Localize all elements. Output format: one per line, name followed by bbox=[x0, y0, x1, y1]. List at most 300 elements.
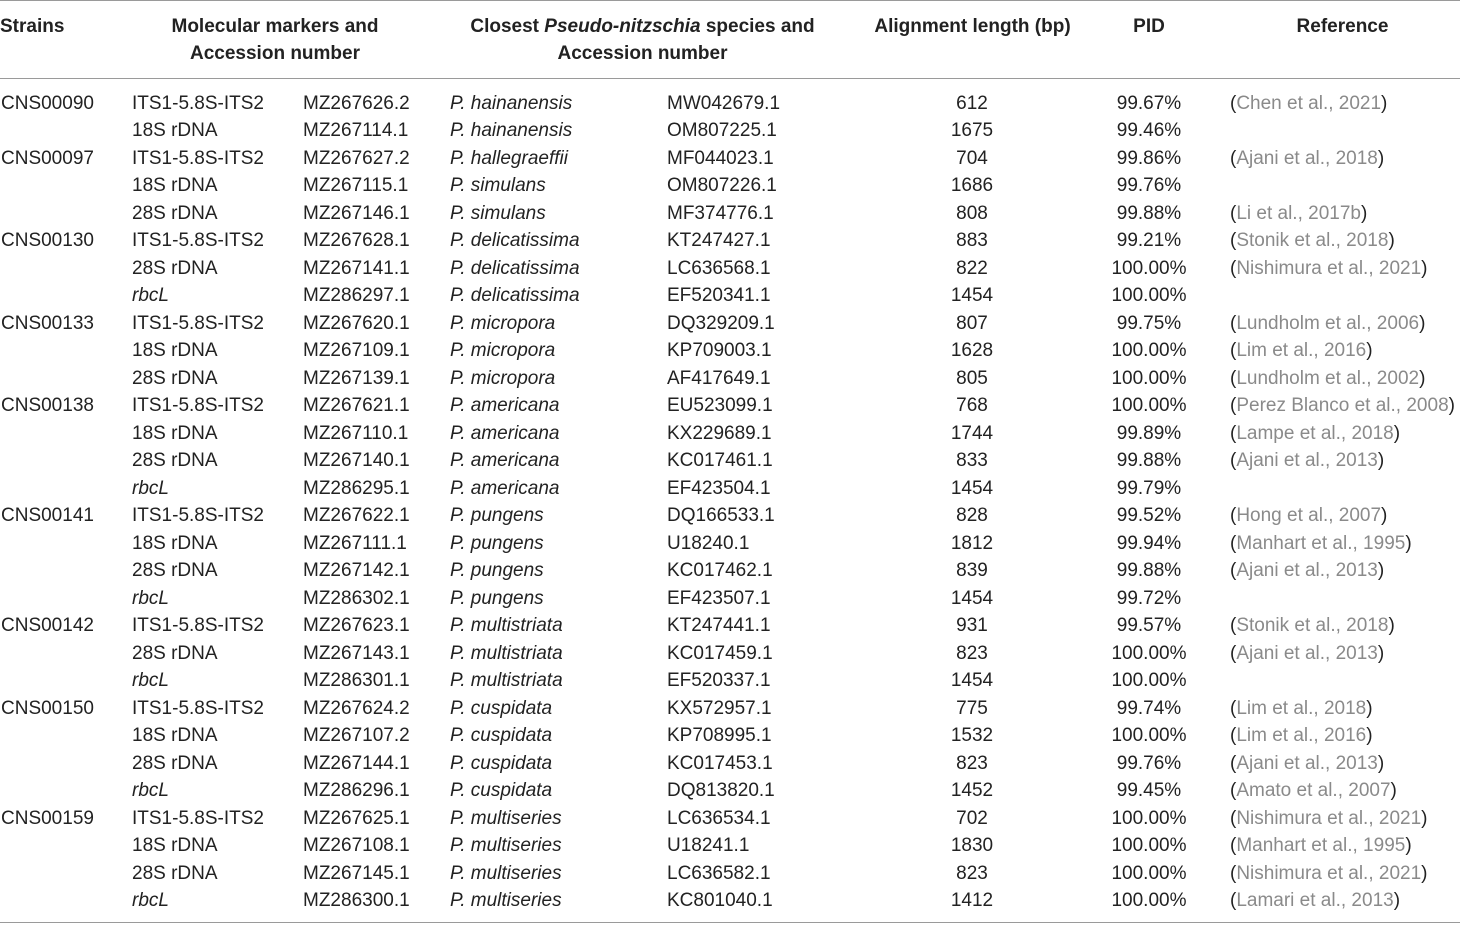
species-cell: P. cuspidata bbox=[450, 752, 553, 774]
alignment-length-cell: 1812 bbox=[950, 532, 994, 554]
reference-cell bbox=[1230, 255, 1427, 283]
alignment-length-cell: 1454 bbox=[950, 670, 994, 691]
species-accession-cell: KC017453.1 bbox=[667, 752, 773, 774]
pid-cell: 99.21% bbox=[1116, 230, 1182, 251]
paren-open: ( bbox=[1230, 807, 1237, 829]
paren-close: ) bbox=[1366, 697, 1373, 719]
paren-close: ) bbox=[1388, 230, 1395, 251]
paren-open: ( bbox=[1230, 367, 1237, 389]
marker-cell: 28S rDNA bbox=[132, 642, 218, 664]
reference-cell bbox=[1230, 145, 1384, 173]
paren-close: ) bbox=[1381, 505, 1388, 526]
marker-cell: 18S rDNA bbox=[132, 175, 218, 196]
species-accession-cell: U18240.1 bbox=[667, 532, 750, 554]
marker-cell: 28S rDNA bbox=[132, 367, 218, 389]
strain-cell: CNS00150 bbox=[1, 697, 94, 719]
paren-open: ( bbox=[1230, 505, 1237, 526]
reference-cell bbox=[1230, 365, 1425, 393]
reference-cell bbox=[1230, 447, 1384, 475]
table-row bbox=[0, 365, 1460, 393]
pid-cell: 99.88% bbox=[1116, 202, 1182, 224]
species-accession-cell: DQ329209.1 bbox=[667, 312, 775, 334]
reference-link[interactable]: Ajani et al., 2013 bbox=[1236, 560, 1378, 581]
paren-close: ) bbox=[1366, 340, 1373, 361]
table-row bbox=[0, 530, 1460, 558]
alignment-length-cell: 1830 bbox=[950, 835, 994, 856]
reference-link[interactable]: Hong et al., 2007 bbox=[1236, 505, 1382, 526]
accession-cell: MZ267145.1 bbox=[303, 862, 410, 884]
reference-cell bbox=[1230, 860, 1427, 888]
reference-cell bbox=[1230, 392, 1455, 420]
reference-link[interactable]: Lamari et al., 2013 bbox=[1236, 890, 1394, 911]
accession-cell: MZ286301.1 bbox=[303, 670, 410, 691]
table-row bbox=[0, 117, 1460, 145]
paren-open: ( bbox=[1230, 422, 1237, 444]
species-cell: P. multistriata bbox=[450, 642, 563, 664]
pid-cell: 100.00% bbox=[1111, 395, 1187, 416]
alignment-length-cell: 823 bbox=[956, 752, 988, 774]
reference-link[interactable]: Nishimura et al., 2021 bbox=[1236, 807, 1422, 829]
species-accession-cell: LC636534.1 bbox=[667, 807, 771, 829]
header-strains-label: Strains bbox=[0, 16, 65, 37]
marker-cell: ITS1-5.8S-ITS2 bbox=[132, 147, 264, 169]
reference-link[interactable]: Nishimura et al., 2021 bbox=[1236, 257, 1422, 279]
table-row bbox=[0, 200, 1460, 228]
species-cell: P. micropora bbox=[450, 367, 556, 389]
reference-link[interactable]: Lim et al., 2016 bbox=[1236, 340, 1367, 361]
species-cell: P. multiseries bbox=[450, 835, 562, 856]
marker-cell: 28S rDNA bbox=[132, 202, 218, 224]
reference-link[interactable]: Lundholm et al., 2006 bbox=[1236, 312, 1420, 334]
paren-close: ) bbox=[1421, 862, 1428, 884]
reference-link[interactable]: Ajani et al., 2013 bbox=[1236, 450, 1378, 471]
reference-link[interactable]: Ajani et al., 2018 bbox=[1236, 147, 1378, 169]
header-bottom-rule bbox=[0, 78, 1460, 79]
header-alignment-length bbox=[860, 13, 1085, 40]
pid-cell: 99.89% bbox=[1116, 422, 1182, 444]
species-cell: P. multiseries bbox=[450, 862, 562, 884]
marker-cell: rbcL bbox=[132, 587, 169, 609]
header-closest-species bbox=[440, 13, 845, 67]
paren-close: ) bbox=[1419, 312, 1426, 334]
strain-cell: CNS00141 bbox=[1, 505, 94, 526]
paren-close: ) bbox=[1405, 835, 1412, 856]
marker-cell: rbcL bbox=[132, 285, 169, 306]
reference-link[interactable]: Ajani et al., 2013 bbox=[1236, 752, 1378, 774]
species-accession-cell: KP708995.1 bbox=[667, 725, 772, 746]
species-cell: P. americana bbox=[450, 450, 560, 471]
header-reference bbox=[1230, 13, 1455, 40]
paren-open: ( bbox=[1230, 890, 1237, 911]
species-accession-cell: KC017459.1 bbox=[667, 642, 773, 664]
alignment-length-cell: 1454 bbox=[950, 587, 994, 609]
reference-link[interactable]: Stonik et al., 2018 bbox=[1236, 615, 1389, 636]
species-accession-cell: AF417649.1 bbox=[667, 367, 771, 389]
species-accession-cell: KC801040.1 bbox=[667, 890, 773, 911]
header-markers-line2: Accession number bbox=[190, 43, 360, 64]
alignment-length-cell: 839 bbox=[956, 560, 988, 581]
accession-cell: MZ267146.1 bbox=[303, 202, 410, 224]
marker-cell: ITS1-5.8S-ITS2 bbox=[132, 807, 264, 829]
header-closest-genus: Pseudo-nitzschia bbox=[544, 16, 701, 37]
pid-cell: 99.67% bbox=[1116, 92, 1182, 114]
paren-close: ) bbox=[1377, 147, 1385, 169]
accession-cell: MZ286297.1 bbox=[303, 285, 410, 306]
pid-cell: 99.74% bbox=[1116, 697, 1182, 719]
header-closest-line1 bbox=[440, 13, 845, 40]
reference-link[interactable]: Manhart et al., 1995 bbox=[1236, 532, 1406, 554]
header-pid-label: PID bbox=[1133, 16, 1165, 37]
accession-cell: MZ267108.1 bbox=[303, 835, 410, 856]
accession-cell: MZ286295.1 bbox=[303, 477, 410, 499]
table-row bbox=[0, 502, 1460, 530]
reference-link[interactable]: Ajani et al., 2013 bbox=[1236, 642, 1378, 664]
paren-open: ( bbox=[1230, 257, 1237, 279]
alignment-length-cell: 612 bbox=[956, 92, 988, 114]
alignment-length-cell: 823 bbox=[956, 642, 988, 664]
reference-link[interactable]: Perez Blanco et al., 2008 bbox=[1236, 395, 1449, 416]
table-row bbox=[0, 255, 1460, 283]
reference-link[interactable]: Chen et al., 2021 bbox=[1236, 92, 1382, 114]
pid-cell: 100.00% bbox=[1111, 367, 1187, 389]
paren-open: ( bbox=[1230, 697, 1237, 719]
species-cell: P. americana bbox=[450, 395, 560, 416]
header-alignment-label: Alignment length (bp) bbox=[874, 16, 1071, 37]
strain-cell: CNS00138 bbox=[1, 395, 94, 416]
accession-cell: MZ267622.1 bbox=[303, 505, 410, 526]
accession-cell: MZ267141.1 bbox=[303, 257, 410, 279]
species-accession-cell: OM807225.1 bbox=[667, 120, 777, 141]
species-cell: P. delicatissima bbox=[450, 257, 580, 279]
species-cell: P. multistriata bbox=[450, 670, 563, 691]
paren-close: ) bbox=[1419, 367, 1426, 389]
table-top-rule bbox=[0, 0, 1460, 1]
table-row bbox=[0, 612, 1460, 640]
species-accession-cell: EF423507.1 bbox=[667, 587, 771, 609]
alignment-length-cell: 1454 bbox=[950, 477, 994, 499]
header-closest-post: species and bbox=[700, 16, 815, 37]
strain-cell: CNS00097 bbox=[1, 147, 94, 169]
alignment-length-cell: 1628 bbox=[950, 340, 994, 361]
marker-cell: rbcL bbox=[132, 780, 169, 801]
table-row bbox=[0, 337, 1460, 365]
paren-close: ) bbox=[1405, 532, 1412, 554]
marker-cell: ITS1-5.8S-ITS2 bbox=[132, 395, 264, 416]
paren-close: ) bbox=[1390, 780, 1397, 801]
paren-open: ( bbox=[1230, 450, 1237, 471]
pid-cell: 100.00% bbox=[1111, 257, 1187, 279]
accession-cell: MZ267144.1 bbox=[303, 752, 410, 774]
pid-cell: 99.57% bbox=[1116, 615, 1182, 636]
table-row bbox=[0, 585, 1460, 613]
marker-cell: ITS1-5.8S-ITS2 bbox=[132, 230, 264, 251]
pid-cell: 99.45% bbox=[1116, 780, 1182, 801]
reference-link[interactable]: Li et al., 2017b bbox=[1236, 202, 1361, 224]
paren-close: ) bbox=[1381, 92, 1388, 114]
header-reference-label: Reference bbox=[1296, 16, 1389, 37]
table-row bbox=[0, 227, 1460, 255]
table-row bbox=[0, 777, 1460, 805]
accession-cell: MZ267107.2 bbox=[303, 725, 410, 746]
species-accession-cell: MF044023.1 bbox=[667, 147, 774, 169]
table-row bbox=[0, 667, 1460, 695]
pid-cell: 99.76% bbox=[1116, 175, 1182, 196]
species-accession-cell: OM807226.1 bbox=[667, 175, 777, 196]
accession-cell: MZ267139.1 bbox=[303, 367, 410, 389]
species-accession-cell: KC017462.1 bbox=[667, 560, 773, 581]
species-accession-cell: DQ166533.1 bbox=[667, 505, 775, 526]
species-cell: P. hainanensis bbox=[450, 92, 573, 114]
alignment-length-cell: 807 bbox=[956, 312, 988, 334]
pid-cell: 100.00% bbox=[1111, 340, 1187, 361]
table-row bbox=[0, 447, 1460, 475]
pid-cell: 99.79% bbox=[1116, 477, 1182, 499]
species-cell: P. simulans bbox=[450, 175, 546, 196]
header-markers-line1: Molecular markers and bbox=[171, 16, 379, 37]
reference-cell bbox=[1230, 337, 1373, 365]
paren-open: ( bbox=[1230, 862, 1237, 884]
pid-cell: 99.88% bbox=[1116, 450, 1182, 471]
species-accession-cell: KX572957.1 bbox=[667, 697, 772, 719]
species-cell: P. cuspidata bbox=[450, 697, 553, 719]
alignment-length-cell: 1744 bbox=[950, 422, 994, 444]
marker-cell: 18S rDNA bbox=[132, 725, 218, 746]
marker-cell: 18S rDNA bbox=[132, 120, 218, 141]
paren-close: ) bbox=[1421, 807, 1428, 829]
paren-open: ( bbox=[1230, 340, 1237, 361]
species-accession-cell: EU523099.1 bbox=[667, 395, 773, 416]
marker-cell: 18S rDNA bbox=[132, 835, 218, 856]
reference-cell bbox=[1230, 557, 1384, 585]
pid-cell: 100.00% bbox=[1111, 890, 1187, 911]
accession-cell: MZ286302.1 bbox=[303, 587, 410, 609]
accession-cell: MZ267628.1 bbox=[303, 230, 410, 251]
species-accession-cell: KP709003.1 bbox=[667, 340, 772, 361]
paren-close: ) bbox=[1377, 560, 1385, 581]
alignment-length-cell: 822 bbox=[956, 257, 988, 279]
strain-cell: CNS00130 bbox=[1, 230, 94, 251]
pid-cell: 100.00% bbox=[1111, 725, 1187, 746]
paren-close: ) bbox=[1393, 890, 1401, 911]
reference-link[interactable]: Lampe et al., 2018 bbox=[1236, 422, 1394, 444]
paren-open: ( bbox=[1230, 780, 1237, 801]
alignment-length-cell: 828 bbox=[956, 505, 988, 526]
table-row bbox=[0, 805, 1460, 833]
species-cell: P. pungens bbox=[450, 560, 544, 581]
table-row bbox=[0, 145, 1460, 173]
species-cell: P. hallegraeffii bbox=[450, 147, 568, 169]
species-cell: P. simulans bbox=[450, 202, 546, 224]
accession-cell: MZ267114.1 bbox=[303, 120, 409, 141]
paren-close: ) bbox=[1360, 202, 1368, 224]
marker-cell: ITS1-5.8S-ITS2 bbox=[132, 92, 264, 114]
species-accession-cell: KX229689.1 bbox=[667, 422, 772, 444]
species-cell: P. pungens bbox=[450, 505, 544, 526]
accession-cell: MZ267109.1 bbox=[303, 340, 410, 361]
species-accession-cell: KC017461.1 bbox=[667, 450, 773, 471]
marker-cell: 28S rDNA bbox=[132, 752, 218, 774]
species-accession-cell: LC636582.1 bbox=[667, 862, 771, 884]
species-accession-cell: EF520337.1 bbox=[667, 670, 771, 691]
paren-close: ) bbox=[1366, 725, 1373, 746]
paren-open: ( bbox=[1230, 147, 1237, 169]
table-row bbox=[0, 860, 1460, 888]
species-cell: P. cuspidata bbox=[450, 725, 553, 746]
table-row bbox=[0, 392, 1460, 420]
paren-close: ) bbox=[1388, 615, 1395, 636]
table-row bbox=[0, 420, 1460, 448]
accession-cell: MZ286300.1 bbox=[303, 890, 410, 911]
accession-cell: MZ267621.1 bbox=[303, 395, 410, 416]
species-cell: P. cuspidata bbox=[450, 780, 553, 801]
marker-cell: 18S rDNA bbox=[132, 532, 218, 554]
pid-cell: 99.86% bbox=[1116, 147, 1182, 169]
reference-link[interactable]: Lim et al., 2018 bbox=[1236, 697, 1367, 719]
reference-link[interactable]: Manhart et al., 1995 bbox=[1236, 835, 1406, 856]
reference-cell bbox=[1230, 887, 1400, 915]
header-closest-pre: Closest bbox=[470, 16, 545, 37]
pid-cell: 100.00% bbox=[1111, 807, 1187, 829]
alignment-length-cell: 808 bbox=[956, 202, 988, 224]
reference-link[interactable]: Lim et al., 2016 bbox=[1236, 725, 1367, 746]
header-markers bbox=[130, 13, 420, 67]
pid-cell: 99.72% bbox=[1116, 587, 1182, 609]
species-cell: P. americana bbox=[450, 477, 560, 499]
reference-cell bbox=[1230, 420, 1400, 448]
accession-cell: MZ267623.1 bbox=[303, 615, 410, 636]
paren-open: ( bbox=[1230, 752, 1237, 774]
strain-cell: CNS00090 bbox=[1, 92, 94, 114]
reference-cell bbox=[1230, 310, 1425, 338]
table-row bbox=[0, 832, 1460, 860]
accession-cell: MZ267140.1 bbox=[303, 450, 410, 471]
paren-close: ) bbox=[1377, 450, 1385, 471]
strain-cell: CNS00142 bbox=[1, 615, 94, 636]
pid-cell: 100.00% bbox=[1111, 642, 1187, 664]
table-row bbox=[0, 750, 1460, 778]
species-cell: P. multistriata bbox=[450, 615, 563, 636]
table-bottom-rule bbox=[0, 922, 1460, 923]
table-row bbox=[0, 282, 1460, 310]
paren-open: ( bbox=[1230, 560, 1237, 581]
paren-open: ( bbox=[1230, 92, 1237, 114]
header-strains bbox=[0, 13, 70, 40]
pid-cell: 99.46% bbox=[1116, 120, 1182, 141]
marker-cell: rbcL bbox=[132, 477, 169, 499]
marker-cell: ITS1-5.8S-ITS2 bbox=[132, 615, 264, 636]
reference-cell bbox=[1230, 750, 1384, 778]
species-cell: P. pungens bbox=[450, 532, 544, 554]
reference-cell bbox=[1230, 90, 1387, 118]
species-cell: P. multiseries bbox=[450, 890, 562, 911]
paren-open: ( bbox=[1230, 835, 1237, 856]
paren-open: ( bbox=[1230, 642, 1237, 664]
accession-cell: MZ267626.2 bbox=[303, 92, 410, 114]
marker-cell: rbcL bbox=[132, 890, 169, 911]
strain-cell: CNS00133 bbox=[1, 312, 94, 334]
header-pid bbox=[1088, 13, 1210, 40]
species-accession-cell: KT247441.1 bbox=[667, 615, 771, 636]
accession-cell: MZ267620.1 bbox=[303, 312, 410, 334]
pid-cell: 99.94% bbox=[1116, 532, 1182, 554]
reference-cell bbox=[1230, 227, 1395, 255]
alignment-length-cell: 833 bbox=[956, 450, 988, 471]
accession-cell: MZ267115.1 bbox=[303, 175, 409, 196]
accession-cell: MZ267143.1 bbox=[303, 642, 410, 664]
strain-cell: CNS00159 bbox=[1, 807, 94, 829]
reference-link[interactable]: Nishimura et al., 2021 bbox=[1236, 862, 1422, 884]
species-cell: P. micropora bbox=[450, 340, 556, 361]
species-accession-cell: EF423504.1 bbox=[667, 477, 771, 499]
table-row bbox=[0, 310, 1460, 338]
accession-cell: MZ286296.1 bbox=[303, 780, 410, 801]
paren-close: ) bbox=[1377, 642, 1385, 664]
reference-cell bbox=[1230, 832, 1412, 860]
paren-open: ( bbox=[1230, 230, 1237, 251]
marker-cell: 28S rDNA bbox=[132, 560, 218, 581]
alignment-length-cell: 805 bbox=[956, 367, 988, 389]
reference-link[interactable]: Lundholm et al., 2002 bbox=[1236, 367, 1420, 389]
accession-cell: MZ267624.2 bbox=[303, 697, 410, 719]
marker-cell: 28S rDNA bbox=[132, 862, 218, 884]
table-row bbox=[0, 640, 1460, 668]
pid-cell: 99.76% bbox=[1116, 752, 1182, 774]
alignment-length-cell: 775 bbox=[956, 697, 988, 719]
species-accession-cell: EF520341.1 bbox=[667, 285, 771, 306]
pid-cell: 99.52% bbox=[1116, 505, 1182, 526]
marker-cell: ITS1-5.8S-ITS2 bbox=[132, 697, 264, 719]
paren-close: ) bbox=[1393, 422, 1401, 444]
marker-cell: 18S rDNA bbox=[132, 340, 218, 361]
pid-cell: 99.75% bbox=[1116, 312, 1182, 334]
accession-cell: MZ267110.1 bbox=[303, 422, 409, 444]
paren-open: ( bbox=[1230, 615, 1237, 636]
pid-cell: 99.88% bbox=[1116, 560, 1182, 581]
table-row bbox=[0, 172, 1460, 200]
species-cell: P. delicatissima bbox=[450, 230, 580, 251]
paren-close: ) bbox=[1377, 752, 1385, 774]
paren-open: ( bbox=[1230, 532, 1237, 554]
table-row bbox=[0, 475, 1460, 503]
alignment-length-cell: 1454 bbox=[950, 285, 994, 306]
paren-close: ) bbox=[1421, 257, 1428, 279]
table-row bbox=[0, 695, 1460, 723]
species-cell: P. americana bbox=[450, 422, 560, 444]
marker-cell: 18S rDNA bbox=[132, 422, 218, 444]
accession-cell: MZ267625.1 bbox=[303, 807, 410, 829]
reference-cell bbox=[1230, 695, 1373, 723]
species-accession-cell: DQ813820.1 bbox=[667, 780, 775, 801]
paren-open: ( bbox=[1230, 725, 1237, 746]
species-cell: P. hainanensis bbox=[450, 120, 573, 141]
marker-cell: ITS1-5.8S-ITS2 bbox=[132, 505, 264, 526]
reference-link[interactable]: Stonik et al., 2018 bbox=[1236, 230, 1389, 251]
alignment-length-cell: 702 bbox=[956, 807, 988, 829]
accession-cell: MZ267111.1 bbox=[303, 532, 407, 554]
species-accession-cell: KT247427.1 bbox=[667, 230, 771, 251]
reference-cell bbox=[1230, 640, 1384, 668]
alignment-length-cell: 1532 bbox=[950, 725, 994, 746]
reference-link[interactable]: Amato et al., 2007 bbox=[1236, 780, 1391, 801]
alignment-length-cell: 1412 bbox=[950, 890, 994, 911]
reference-cell bbox=[1230, 502, 1387, 530]
reference-cell bbox=[1230, 530, 1412, 558]
table-row bbox=[0, 887, 1460, 915]
header-closest-line2: Accession number bbox=[557, 43, 728, 64]
pid-cell: 100.00% bbox=[1111, 285, 1187, 306]
pid-cell: 100.00% bbox=[1111, 835, 1187, 856]
alignment-length-cell: 823 bbox=[956, 862, 988, 884]
